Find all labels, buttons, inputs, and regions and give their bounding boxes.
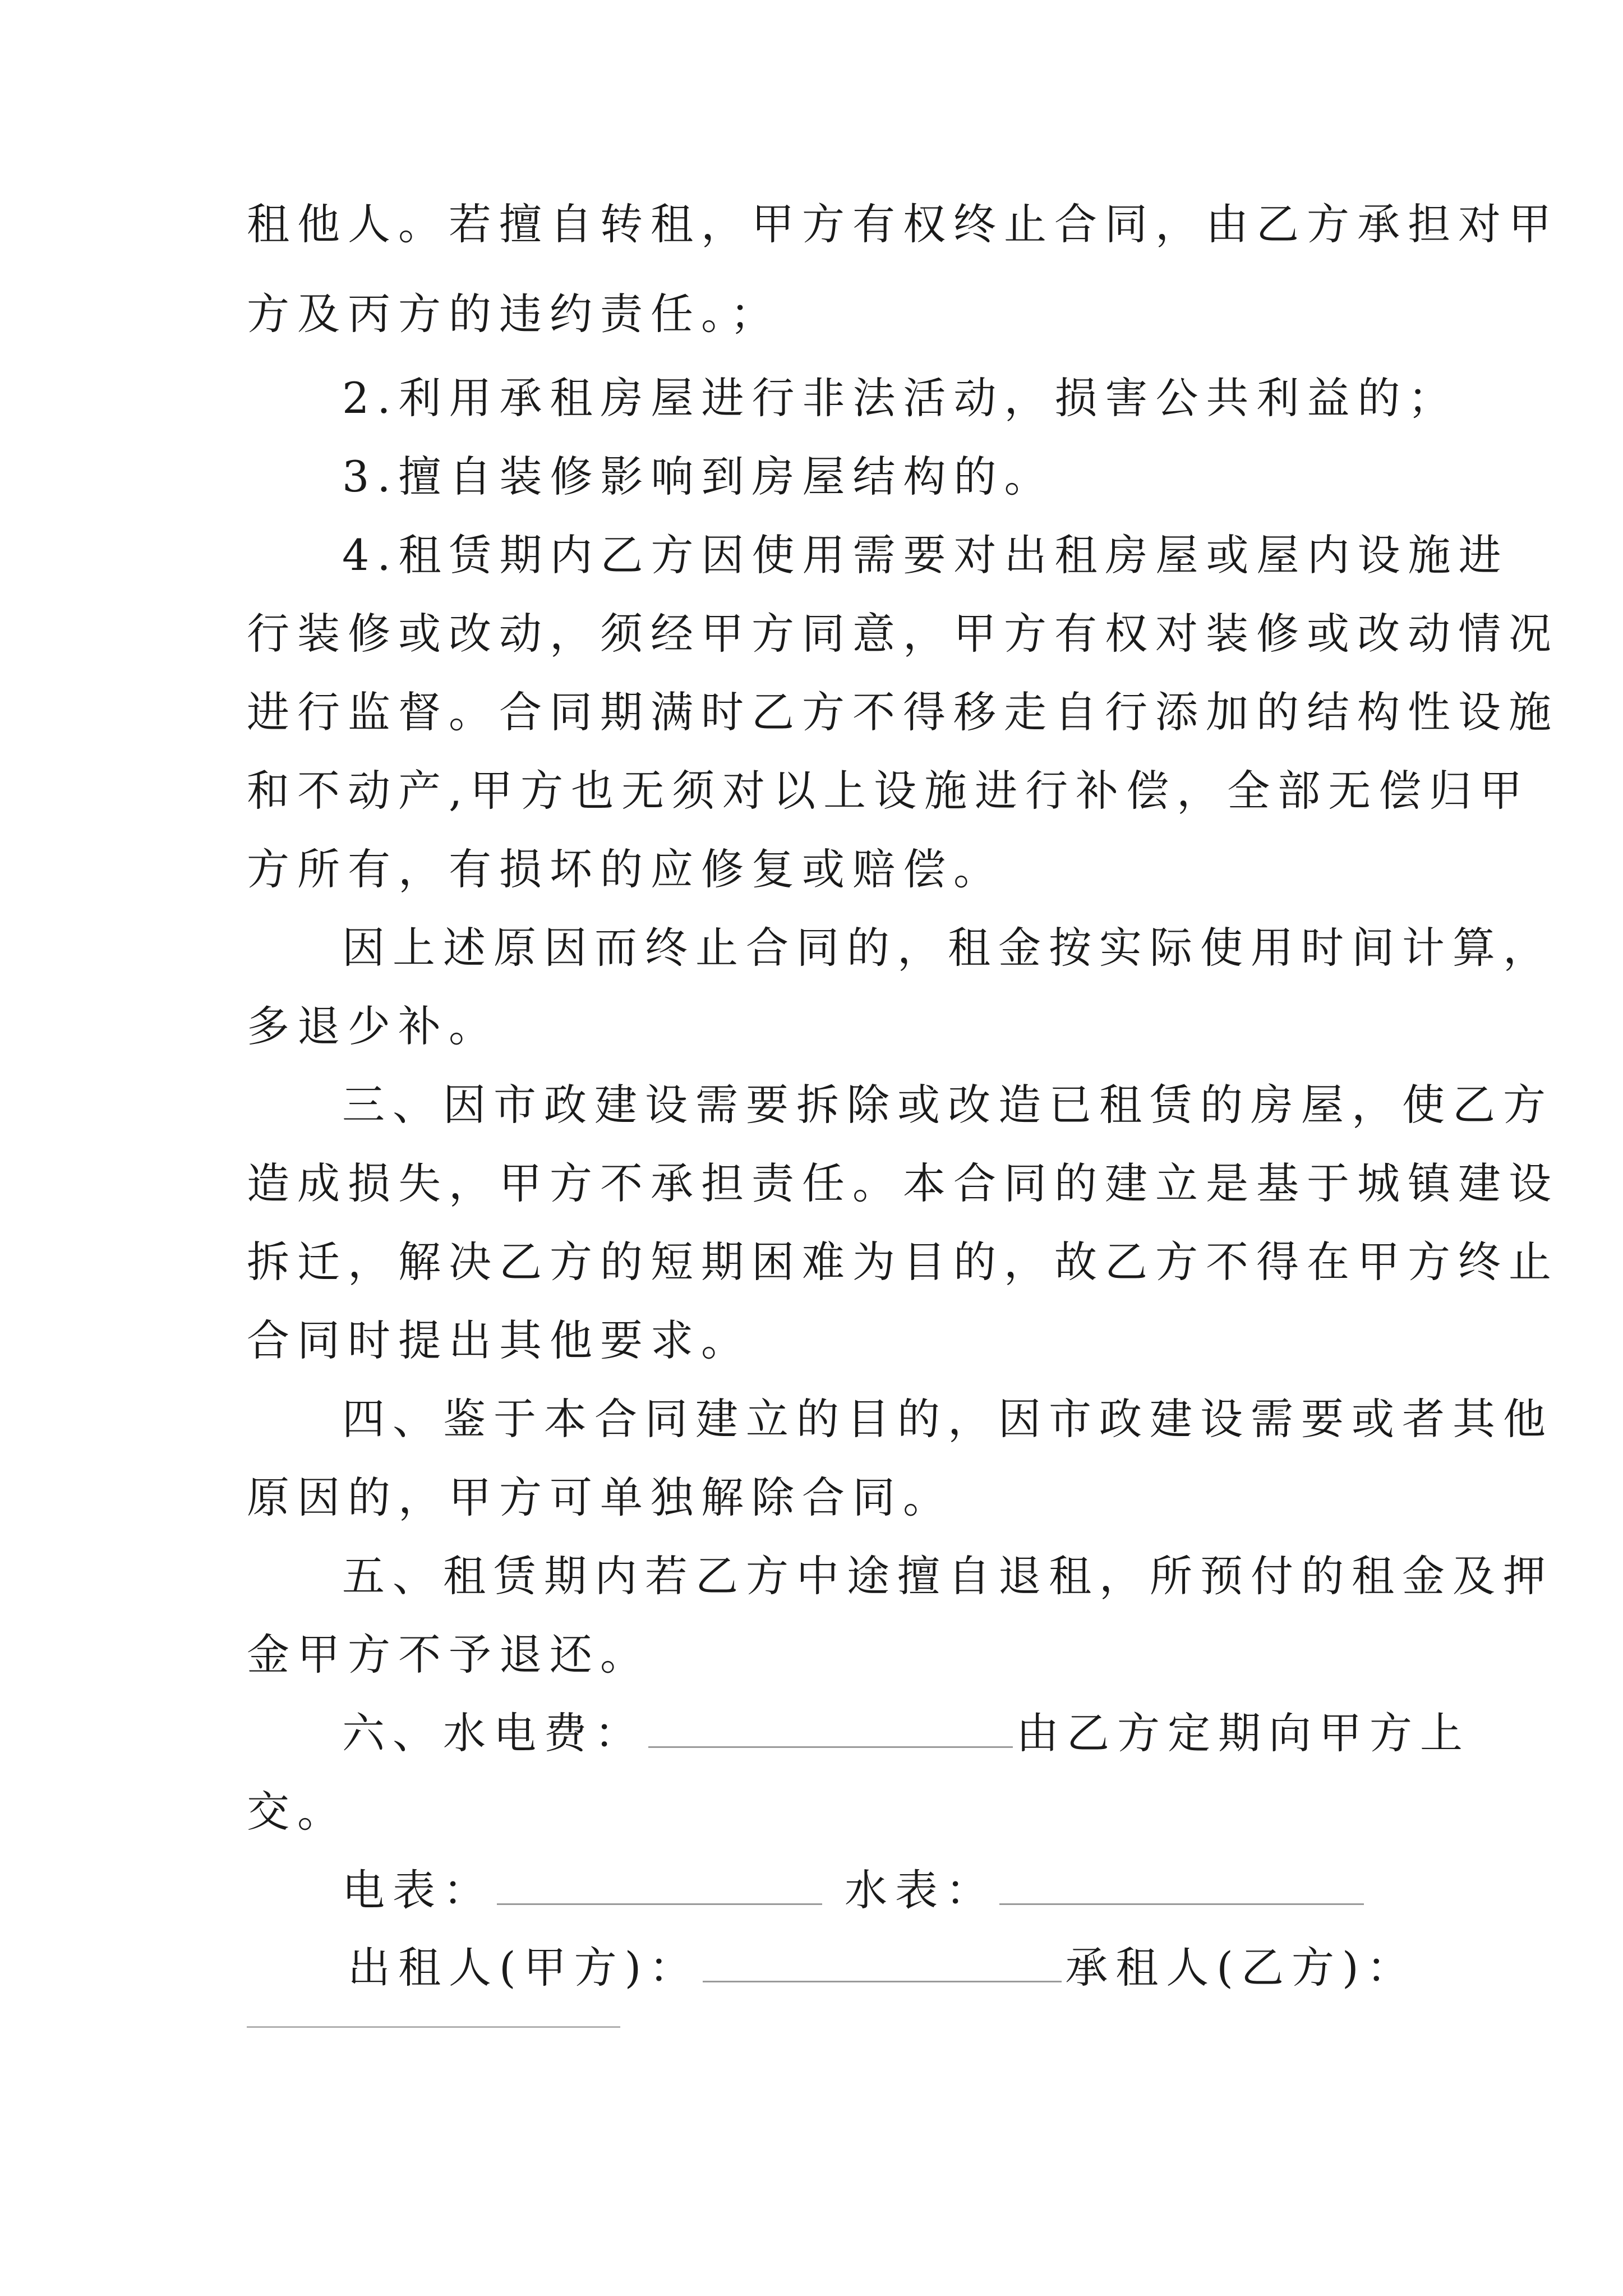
paragraph-line: 和不动产,甲方也无须对以上设施进行补偿，全部无偿归甲 <box>247 766 1530 816</box>
lessee-signature-blank[interactable] <box>247 2026 620 2028</box>
paragraph-line: 金甲方不予退还。 <box>247 1630 651 1680</box>
electric-meter-blank[interactable] <box>497 1869 822 1905</box>
paragraph-line: 4.租赁期内乙方因使用需要对出租房屋或屋内设施进 <box>342 530 1509 580</box>
utilities-fee-blank[interactable] <box>648 1711 1013 1748</box>
meters-line <box>342 1864 1367 1917</box>
paragraph-line: 三、因市政建设需要拆除或改造已租赁的房屋，使乙方 <box>342 1080 1553 1130</box>
utilities-suffix: 由乙方定期向甲方上 <box>1016 1708 1470 1758</box>
signature-line <box>348 1941 1417 1995</box>
paragraph-line: 多退少补。 <box>247 1001 499 1051</box>
lessor-signature-blank[interactable] <box>703 1946 1062 1982</box>
paragraph-line: 租他人。若擅自转租，甲方有权终止合同，由乙方承担对甲 <box>247 199 1559 249</box>
water-meter-blank[interactable] <box>999 1869 1364 1905</box>
water-meter-label: 水表： <box>845 1865 996 1915</box>
utilities-line <box>342 1706 1470 1760</box>
paragraph-line: 方所有，有损坏的应修复或赔偿。 <box>247 844 1004 894</box>
paragraph-line: 原因的，甲方可单独解除合同。 <box>247 1473 953 1522</box>
paragraph-line: 进行监督。合同期满时乙方不得移走自行添加的结构性设施 <box>247 687 1559 737</box>
utilities-continuation: 交。 <box>247 1787 348 1837</box>
paragraph-line: 行装修或改动，须经甲方同意，甲方有权对装修或改动情况 <box>247 609 1559 659</box>
lessee-label: 承租人(乙方)： <box>1065 1943 1417 1993</box>
paragraph-line: 五、租赁期内若乙方中途擅自退租，所预付的租金及押 <box>342 1551 1553 1601</box>
lessor-label: 出租人(甲方)： <box>348 1943 700 1993</box>
paragraph-line: 2.利用承租房屋进行非法活动，损害公共利益的； <box>342 373 1459 423</box>
paragraph-line: 因上述原因而终止合同的，租金按实际使用时间计算， <box>342 923 1553 973</box>
paragraph-line: 造成损失，甲方不承担责任。本合同的建立是基于城镇建设 <box>247 1158 1559 1208</box>
paragraph-line: 拆迁，解决乙方的短期困难为目的，故乙方不得在甲方终止 <box>247 1237 1559 1287</box>
utilities-prefix: 六、水电费： <box>342 1708 645 1758</box>
paragraph-line: 方及丙方的违约责任。； <box>247 289 781 339</box>
paragraph-line: 3.擅自装修影响到房屋结构的。 <box>342 452 1055 501</box>
paragraph-line: 合同时提出其他要求。 <box>247 1315 751 1365</box>
paragraph-line: 四、鉴于本合同建立的目的，因市政建设需要或者其他 <box>342 1394 1553 1444</box>
electric-meter-label: 电表： <box>342 1865 494 1915</box>
